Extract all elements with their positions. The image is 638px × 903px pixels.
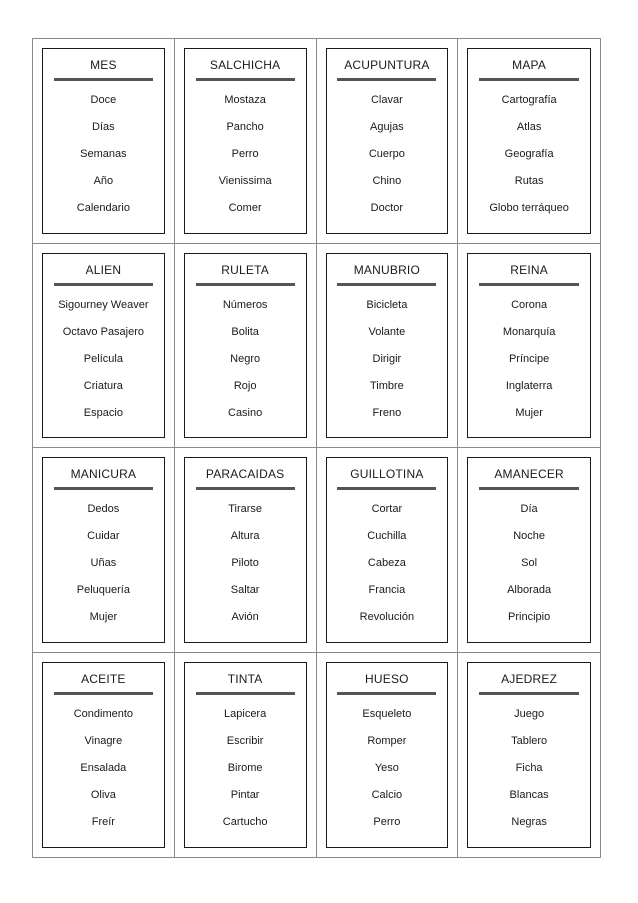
forbidden-word: Volante xyxy=(368,325,406,338)
card-title-rule xyxy=(54,283,153,286)
forbidden-word: Cuidar xyxy=(87,530,120,542)
card-title: TINTA xyxy=(227,671,263,686)
card-title: RULETA xyxy=(221,262,269,277)
forbidden-word: Oliva xyxy=(90,788,116,801)
forbidden-word: Escribir xyxy=(226,734,264,747)
card-title-rule xyxy=(479,487,579,490)
forbidden-word: Principio xyxy=(508,611,551,623)
card-cell xyxy=(458,39,600,244)
taboo-card xyxy=(467,253,591,439)
card-cell xyxy=(458,244,600,449)
forbidden-word: Pancho xyxy=(226,121,264,133)
forbidden-word: Pintar xyxy=(230,788,260,801)
forbidden-word: Mujer xyxy=(515,406,543,419)
card-title: ACUPUNTURA xyxy=(344,58,430,72)
card-title: HUESO xyxy=(365,671,409,686)
forbidden-word: Números xyxy=(222,298,268,311)
forbidden-word: Cortar xyxy=(371,503,403,515)
forbidden-word: Blancas xyxy=(509,788,549,801)
forbidden-word: Piloto xyxy=(231,557,259,569)
card-title-rule xyxy=(196,283,295,286)
forbidden-word: Espacio xyxy=(83,406,123,419)
forbidden-word: Dirigir xyxy=(372,352,402,365)
forbidden-word: Tirarse xyxy=(228,503,263,515)
card-cell xyxy=(175,244,317,449)
forbidden-word: Agujas xyxy=(370,121,404,133)
forbidden-word: Romper xyxy=(367,734,407,747)
forbidden-word: Perro xyxy=(231,148,259,160)
card-title-rule xyxy=(337,283,436,286)
card-cell xyxy=(317,244,459,449)
forbidden-word: Calendario xyxy=(76,202,130,214)
forbidden-word: Vinagre xyxy=(84,734,123,747)
forbidden-word: Cartucho xyxy=(222,815,268,828)
taboo-card xyxy=(326,48,449,234)
forbidden-word-list xyxy=(360,502,414,637)
taboo-card xyxy=(467,48,591,234)
forbidden-word: Comer xyxy=(228,202,262,214)
card-cell xyxy=(317,448,459,653)
card-cell xyxy=(458,653,600,858)
taboo-card xyxy=(184,48,307,234)
taboo-card xyxy=(467,662,591,849)
forbidden-word: Bicicleta xyxy=(366,298,408,311)
forbidden-word: Calcio xyxy=(371,788,403,801)
forbidden-word: Mostaza xyxy=(224,94,266,106)
forbidden-word: Avión xyxy=(231,611,259,623)
card-cell xyxy=(175,448,317,653)
card-title-rule xyxy=(54,692,153,695)
card-title-rule xyxy=(54,487,153,490)
forbidden-word: Cuerpo xyxy=(368,148,405,160)
forbidden-word: Freno xyxy=(372,406,402,419)
forbidden-word: Freír xyxy=(91,815,115,828)
card-title-rule xyxy=(54,78,153,81)
forbidden-word: Negro xyxy=(230,352,261,365)
card-title-rule xyxy=(337,78,436,81)
forbidden-word: Tablero xyxy=(511,734,548,747)
card-title: AJEDREZ xyxy=(501,671,558,686)
taboo-card xyxy=(326,662,449,849)
card-title-rule xyxy=(479,283,579,286)
forbidden-word: Rutas xyxy=(514,175,544,187)
card-title: GUILLOTINA xyxy=(350,467,424,481)
taboo-card xyxy=(42,253,165,439)
forbidden-word: Atlas xyxy=(516,121,542,133)
card-cell xyxy=(33,448,175,653)
card-title-rule xyxy=(196,78,295,81)
forbidden-word: Globo terráqueo xyxy=(489,202,569,214)
forbidden-word: Monarquía xyxy=(502,325,556,338)
forbidden-word: Altura xyxy=(230,530,260,542)
forbidden-word-list xyxy=(366,298,407,433)
forbidden-word: Negras xyxy=(511,815,547,828)
card-title: REINA xyxy=(510,262,548,277)
forbidden-word: Sol xyxy=(521,557,538,569)
card-sheet xyxy=(32,38,601,858)
card-title-rule xyxy=(337,692,436,695)
forbidden-word: Casino xyxy=(228,406,263,419)
card-title: ACEITE xyxy=(81,671,126,686)
forbidden-word-list xyxy=(228,502,262,637)
forbidden-word: Revolución xyxy=(359,611,415,623)
forbidden-word: Alborada xyxy=(507,584,552,596)
card-title: AMANECER xyxy=(494,467,564,481)
forbidden-word: Geografía xyxy=(504,148,554,160)
card-cell xyxy=(175,653,317,858)
forbidden-word: Lapicera xyxy=(224,707,267,720)
card-title: MAPA xyxy=(512,58,547,72)
forbidden-word: Bolita xyxy=(231,325,259,338)
taboo-card xyxy=(326,457,449,643)
forbidden-word: Saltar xyxy=(230,584,260,596)
taboo-card xyxy=(184,253,307,439)
card-title: MANICURA xyxy=(70,467,137,481)
card-title: MES xyxy=(90,58,117,72)
forbidden-word: Francia xyxy=(368,584,406,596)
card-title: SALCHICHA xyxy=(209,58,281,72)
card-title: PARACAIDAS xyxy=(205,467,285,481)
taboo-card xyxy=(42,662,165,849)
forbidden-word-list xyxy=(510,707,549,842)
forbidden-word: Octavo Pasajero xyxy=(62,325,145,338)
card-title-rule xyxy=(196,692,295,695)
forbidden-word-list xyxy=(77,502,130,637)
forbidden-word: Mujer xyxy=(89,611,118,623)
forbidden-word: Uñas xyxy=(90,557,117,569)
forbidden-word-list xyxy=(58,298,148,433)
forbidden-word: Ficha xyxy=(515,761,543,774)
card-cell xyxy=(33,244,175,449)
forbidden-word-list xyxy=(74,707,133,842)
forbidden-word: Esqueleto xyxy=(362,707,412,720)
forbidden-word: Clavar xyxy=(370,94,403,106)
forbidden-word: Doctor xyxy=(370,202,404,214)
forbidden-word: Película xyxy=(83,352,123,365)
forbidden-word-list xyxy=(369,93,405,228)
forbidden-word: Criatura xyxy=(83,379,123,392)
forbidden-word: Doce xyxy=(90,94,117,106)
forbidden-word: Birome xyxy=(227,761,263,774)
forbidden-word: Rojo xyxy=(233,379,257,392)
forbidden-word: Peluquería xyxy=(76,584,130,596)
forbidden-word-list xyxy=(489,93,569,228)
forbidden-word: Semanas xyxy=(80,148,127,160)
forbidden-word-list xyxy=(503,298,556,433)
forbidden-word: Timbre xyxy=(369,379,404,392)
forbidden-word: Día xyxy=(520,503,538,515)
taboo-card xyxy=(42,457,165,643)
taboo-card xyxy=(184,662,307,849)
forbidden-word: Dedos xyxy=(87,503,120,515)
forbidden-word: Días xyxy=(92,121,115,133)
forbidden-word: Yeso xyxy=(374,761,399,774)
taboo-card xyxy=(184,457,307,643)
forbidden-word: Inglaterra xyxy=(505,379,553,392)
forbidden-word: Juego xyxy=(514,707,545,720)
forbidden-word: Vienissima xyxy=(218,175,272,187)
card-cell xyxy=(175,39,317,244)
forbidden-word-list xyxy=(77,93,130,228)
card-title-rule xyxy=(479,692,579,695)
forbidden-word: Noche xyxy=(513,530,546,542)
card-title: ALIEN xyxy=(85,262,122,277)
card-cell xyxy=(33,653,175,858)
card-cell xyxy=(458,448,600,653)
forbidden-word: Chino xyxy=(372,175,402,187)
card-cell xyxy=(317,39,459,244)
forbidden-word: Cartografía xyxy=(501,94,557,106)
forbidden-word: Condimento xyxy=(73,707,134,720)
forbidden-word-list xyxy=(507,502,551,637)
forbidden-word: Ensalada xyxy=(80,761,127,774)
card-title-rule xyxy=(479,78,579,81)
card-cell xyxy=(33,39,175,244)
taboo-card xyxy=(326,253,449,439)
taboo-card xyxy=(467,457,591,643)
forbidden-word: Año xyxy=(93,175,114,187)
forbidden-word: Cabeza xyxy=(367,557,406,569)
forbidden-word: Corona xyxy=(511,298,548,311)
card-title: MANUBRIO xyxy=(353,262,421,277)
forbidden-word-list xyxy=(223,707,268,842)
forbidden-word-list xyxy=(362,707,411,842)
taboo-card xyxy=(42,48,165,234)
forbidden-word-list xyxy=(223,298,268,433)
card-cell xyxy=(317,653,459,858)
card-title-rule xyxy=(337,487,436,490)
card-title-rule xyxy=(196,487,295,490)
forbidden-word: Príncipe xyxy=(508,352,550,365)
forbidden-word: Perro xyxy=(373,815,401,828)
forbidden-word: Cuchilla xyxy=(367,530,407,542)
forbidden-word-list xyxy=(219,93,272,228)
forbidden-word: Sigourney Weaver xyxy=(58,298,149,311)
